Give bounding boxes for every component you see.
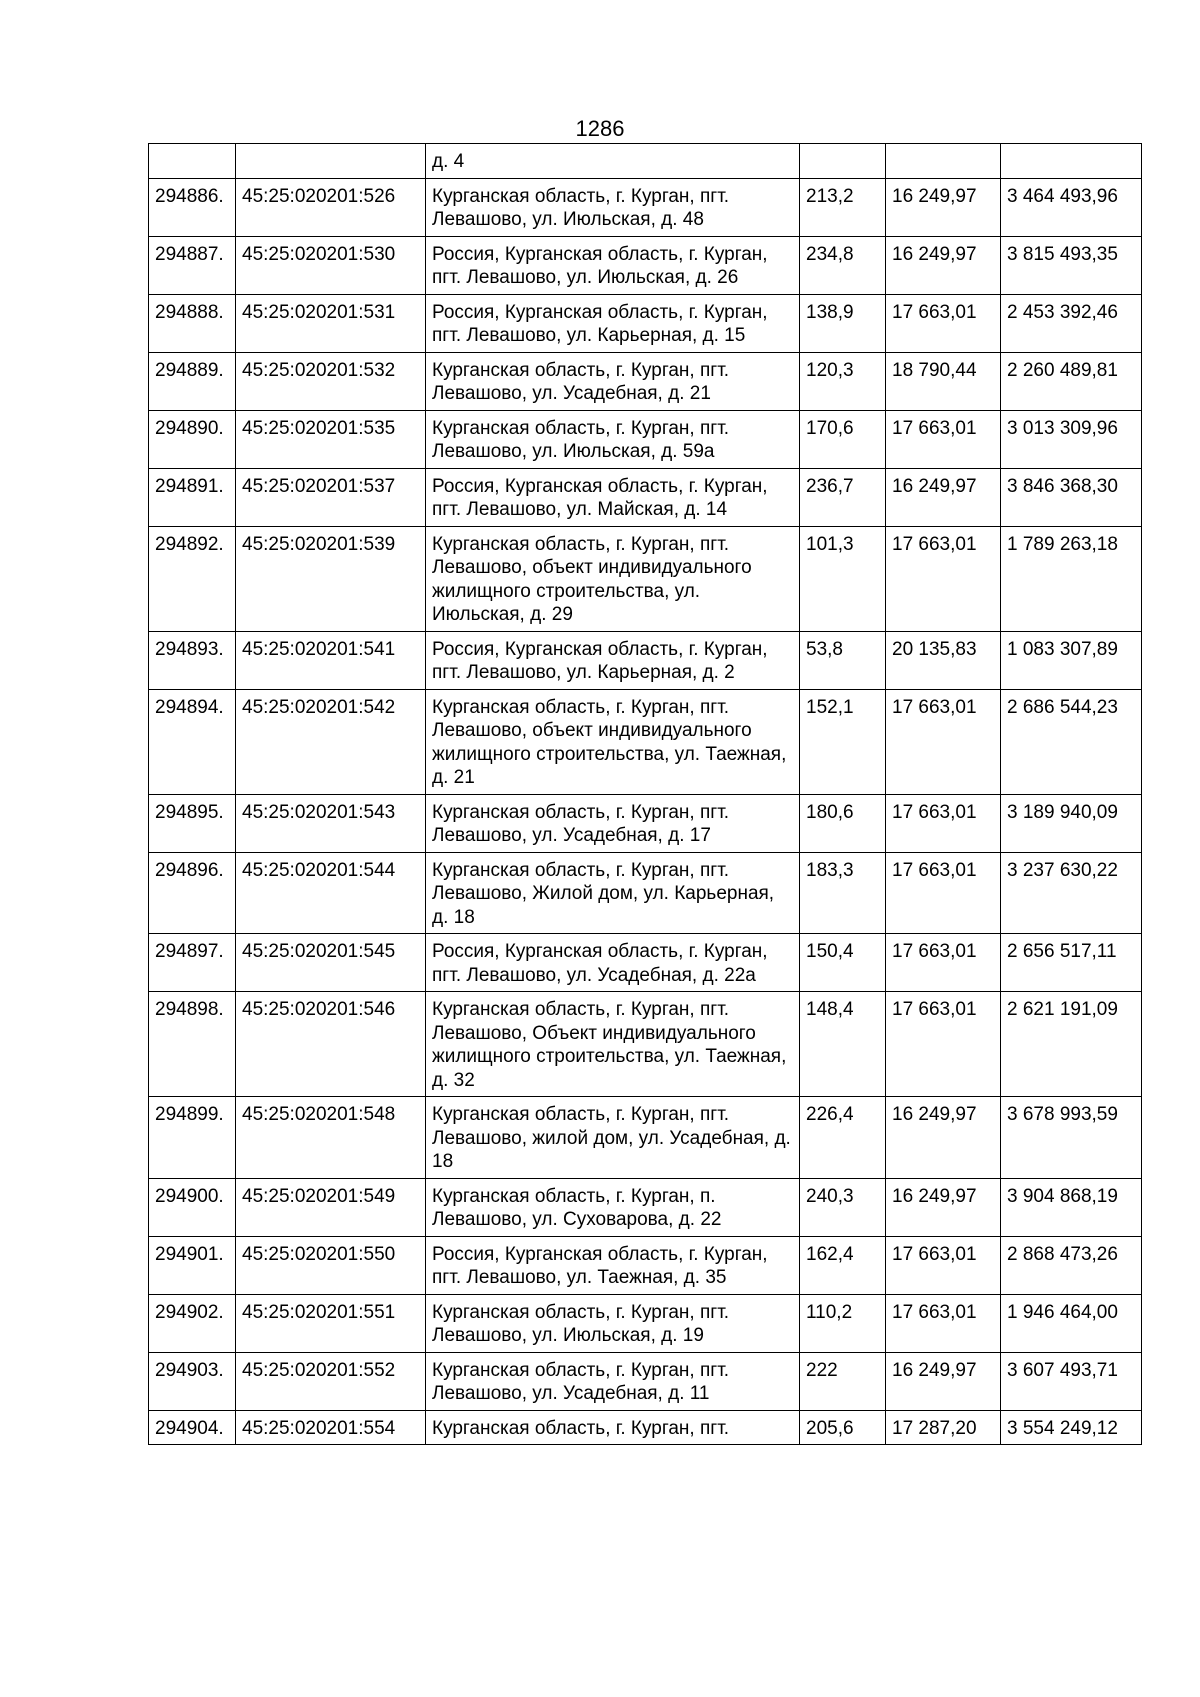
table-row xyxy=(149,631,1142,689)
row-number-cell: 294888. xyxy=(149,294,236,352)
cadastral-value-cell: 3 189 940,09 xyxy=(1001,794,1142,852)
address-cell: Россия, Курганская область, г. Курган, пгт. Левашово, ул. Июльская, д. 26 xyxy=(426,236,800,294)
row-number-cell: 294894. xyxy=(149,689,236,794)
unit-value-cell: 16 249,97 xyxy=(886,1178,1001,1236)
row-number-cell: 294891. xyxy=(149,468,236,526)
table-row xyxy=(149,934,1142,992)
cadastral-value-cell: 1 083 307,89 xyxy=(1001,631,1142,689)
cadastral-value-cell: 2 260 489,81 xyxy=(1001,352,1142,410)
area-cell: 234,8 xyxy=(800,236,886,294)
area-cell: 205,6 xyxy=(800,1410,886,1445)
table-row xyxy=(149,794,1142,852)
area-cell: 240,3 xyxy=(800,1178,886,1236)
address-cell: Курганская область, г. Курган, пгт. Левашово, жилой дом, ул. Усадебная, д. 18 xyxy=(426,1097,800,1179)
unit-value-cell: 16 249,97 xyxy=(886,1352,1001,1410)
row-number-cell: 294892. xyxy=(149,526,236,631)
cadastral-number-cell: 45:25:020201:535 xyxy=(236,410,426,468)
unit-value-cell: 17 663,01 xyxy=(886,852,1001,934)
cadastral-value-cell: 2 656 517,11 xyxy=(1001,934,1142,992)
address-cell: Курганская область, г. Курган, пгт. xyxy=(426,1410,800,1445)
page-number: 1286 xyxy=(575,116,625,141)
cadastral-number-cell: 45:25:020201:551 xyxy=(236,1294,426,1352)
unit-value-cell: 16 249,97 xyxy=(886,1097,1001,1179)
row-number-cell xyxy=(149,144,236,179)
row-number-cell: 294902. xyxy=(149,1294,236,1352)
cadastral-number-cell: 45:25:020201:554 xyxy=(236,1410,426,1445)
table-row xyxy=(149,1294,1142,1352)
area-cell: 170,6 xyxy=(800,410,886,468)
unit-value-cell: 16 249,97 xyxy=(886,236,1001,294)
address-cell: Курганская область, г. Курган, пгт. Левашово, ул. Усадебная, д. 17 xyxy=(426,794,800,852)
cadastral-number-cell: 45:25:020201:526 xyxy=(236,178,426,236)
cadastral-value-cell: 3 013 309,96 xyxy=(1001,410,1142,468)
area-cell: 213,2 xyxy=(800,178,886,236)
unit-value-cell: 18 790,44 xyxy=(886,352,1001,410)
row-number-cell: 294890. xyxy=(149,410,236,468)
address-cell: Курганская область, г. Курган, пгт. Левашово, ул. Июльская, д. 19 xyxy=(426,1294,800,1352)
area-cell: 226,4 xyxy=(800,1097,886,1179)
cadastral-number-cell: 45:25:020201:530 xyxy=(236,236,426,294)
cadastral-value-cell: 3 237 630,22 xyxy=(1001,852,1142,934)
unit-value-cell: 17 663,01 xyxy=(886,1294,1001,1352)
cadastral-number-cell: 45:25:020201:550 xyxy=(236,1236,426,1294)
cadastral-number-cell: 45:25:020201:539 xyxy=(236,526,426,631)
cadastral-number-cell: 45:25:020201:549 xyxy=(236,1178,426,1236)
cadastral-value-cell: 1 946 464,00 xyxy=(1001,1294,1142,1352)
unit-value-cell: 20 135,83 xyxy=(886,631,1001,689)
cadastral-value-cell: 3 904 868,19 xyxy=(1001,1178,1142,1236)
address-cell: Курганская область, г. Курган, пгт. Левашово, объект индивидуального жилищного строительства, ул. Таежная, д. 21 xyxy=(426,689,800,794)
unit-value-cell xyxy=(886,144,1001,179)
area-cell: 110,2 xyxy=(800,1294,886,1352)
cadastral-number-cell: 45:25:020201:552 xyxy=(236,1352,426,1410)
address-cell: Курганская область, г. Курган, пгт. Левашово, ул. Июльская, д. 59а xyxy=(426,410,800,468)
row-number-cell: 294903. xyxy=(149,1352,236,1410)
area-cell: 53,8 xyxy=(800,631,886,689)
cadastral-number-cell: 45:25:020201:543 xyxy=(236,794,426,852)
address-cell: Курганская область, г. Курган, пгт. Левашово, ул. Усадебная, д. 11 xyxy=(426,1352,800,1410)
table-row xyxy=(149,1352,1142,1410)
unit-value-cell: 17 663,01 xyxy=(886,1236,1001,1294)
row-number-cell: 294893. xyxy=(149,631,236,689)
address-cell: Курганская область, г. Курган, пгт. Левашово, Жилой дом, ул. Карьерная, д. 18 xyxy=(426,852,800,934)
area-cell: 152,1 xyxy=(800,689,886,794)
table-row xyxy=(149,410,1142,468)
address-cell: Россия, Курганская область, г. Курган, пгт. Левашово, ул. Карьерная, д. 2 xyxy=(426,631,800,689)
cadastral-value-cell: 3 607 493,71 xyxy=(1001,1352,1142,1410)
unit-value-cell: 16 249,97 xyxy=(886,178,1001,236)
row-number-cell: 294900. xyxy=(149,1178,236,1236)
area-cell xyxy=(800,144,886,179)
cadastral-value-cell: 2 686 544,23 xyxy=(1001,689,1142,794)
area-cell: 150,4 xyxy=(800,934,886,992)
area-cell: 120,3 xyxy=(800,352,886,410)
table-row xyxy=(149,294,1142,352)
cadastral-value-cell: 1 789 263,18 xyxy=(1001,526,1142,631)
table-row xyxy=(149,352,1142,410)
table-row xyxy=(149,1178,1142,1236)
area-cell: 183,3 xyxy=(800,852,886,934)
address-cell: Россия, Курганская область, г. Курган, пгт. Левашово, ул. Карьерная, д. 15 xyxy=(426,294,800,352)
cadastral-number-cell: 45:25:020201:542 xyxy=(236,689,426,794)
row-number-cell: 294899. xyxy=(149,1097,236,1179)
unit-value-cell: 17 663,01 xyxy=(886,410,1001,468)
area-cell: 236,7 xyxy=(800,468,886,526)
address-cell: Россия, Курганская область, г. Курган, пгт. Левашово, ул. Майская, д. 14 xyxy=(426,468,800,526)
row-number-cell: 294898. xyxy=(149,992,236,1097)
cadastral-value-cell: 2 868 473,26 xyxy=(1001,1236,1142,1294)
table-row xyxy=(149,144,1142,179)
area-cell: 148,4 xyxy=(800,992,886,1097)
table-row xyxy=(149,689,1142,794)
unit-value-cell: 17 663,01 xyxy=(886,689,1001,794)
row-number-cell: 294901. xyxy=(149,1236,236,1294)
area-cell: 162,4 xyxy=(800,1236,886,1294)
address-cell: Курганская область, г. Курган, пгт. Левашово, ул. Усадебная, д. 21 xyxy=(426,352,800,410)
cadastral-number-cell: 45:25:020201:541 xyxy=(236,631,426,689)
cadastral-number-cell: 45:25:020201:544 xyxy=(236,852,426,934)
address-cell: д. 4 xyxy=(426,144,800,179)
cadastral-number-cell: 45:25:020201:537 xyxy=(236,468,426,526)
address-cell: Курганская область, г. Курган, п. Левашово, ул. Суховарова, д. 22 xyxy=(426,1178,800,1236)
row-number-cell: 294886. xyxy=(149,178,236,236)
row-number-cell: 294887. xyxy=(149,236,236,294)
area-cell: 101,3 xyxy=(800,526,886,631)
area-cell: 180,6 xyxy=(800,794,886,852)
row-number-cell: 294889. xyxy=(149,352,236,410)
cadastral-value-cell: 2 621 191,09 xyxy=(1001,992,1142,1097)
table-row xyxy=(149,1410,1142,1445)
table-row xyxy=(149,1236,1142,1294)
area-cell: 138,9 xyxy=(800,294,886,352)
address-cell: Россия, Курганская область, г. Курган, пгт. Левашово, ул. Усадебная, д. 22а xyxy=(426,934,800,992)
cadastral-value-cell: 3 554 249,12 xyxy=(1001,1410,1142,1445)
cadastral-value-cell: 3 846 368,30 xyxy=(1001,468,1142,526)
row-number-cell: 294896. xyxy=(149,852,236,934)
row-number-cell: 294904. xyxy=(149,1410,236,1445)
unit-value-cell: 17 287,20 xyxy=(886,1410,1001,1445)
cadastral-value-cell: 3 815 493,35 xyxy=(1001,236,1142,294)
row-number-cell: 294895. xyxy=(149,794,236,852)
cadastral-value-table xyxy=(148,143,1142,1445)
table-row xyxy=(149,852,1142,934)
address-cell: Курганская область, г. Курган, пгт. Левашово, ул. Июльская, д. 48 xyxy=(426,178,800,236)
cadastral-number-cell xyxy=(236,144,426,179)
row-number-cell: 294897. xyxy=(149,934,236,992)
unit-value-cell: 17 663,01 xyxy=(886,992,1001,1097)
table-row xyxy=(149,178,1142,236)
cadastral-number-cell: 45:25:020201:548 xyxy=(236,1097,426,1179)
table-row xyxy=(149,526,1142,631)
address-cell: Курганская область, г. Курган, пгт. Левашово, Объект индивидуального жилищного строительства, ул. Таежная, д. 32 xyxy=(426,992,800,1097)
cadastral-number-cell: 45:25:020201:546 xyxy=(236,992,426,1097)
cadastral-number-cell: 45:25:020201:545 xyxy=(236,934,426,992)
cadastral-value-cell: 2 453 392,46 xyxy=(1001,294,1142,352)
cadastral-number-cell: 45:25:020201:532 xyxy=(236,352,426,410)
unit-value-cell: 17 663,01 xyxy=(886,934,1001,992)
table-row xyxy=(149,1097,1142,1179)
unit-value-cell: 17 663,01 xyxy=(886,794,1001,852)
cadastral-value-cell: 3 464 493,96 xyxy=(1001,178,1142,236)
cadastral-value-cell: 3 678 993,59 xyxy=(1001,1097,1142,1179)
area-cell: 222 xyxy=(800,1352,886,1410)
unit-value-cell: 17 663,01 xyxy=(886,294,1001,352)
address-cell: Россия, Курганская область, г. Курган, пгт. Левашово, ул. Таежная, д. 35 xyxy=(426,1236,800,1294)
cadastral-value-cell xyxy=(1001,144,1142,179)
unit-value-cell: 16 249,97 xyxy=(886,468,1001,526)
cadastral-number-cell: 45:25:020201:531 xyxy=(236,294,426,352)
address-cell: Курганская область, г. Курган, пгт. Левашово, объект индивидуального жилищного строительства, ул. Июльская, д. 29 xyxy=(426,526,800,631)
table-row xyxy=(149,468,1142,526)
table-row xyxy=(149,992,1142,1097)
table-row xyxy=(149,236,1142,294)
unit-value-cell: 17 663,01 xyxy=(886,526,1001,631)
